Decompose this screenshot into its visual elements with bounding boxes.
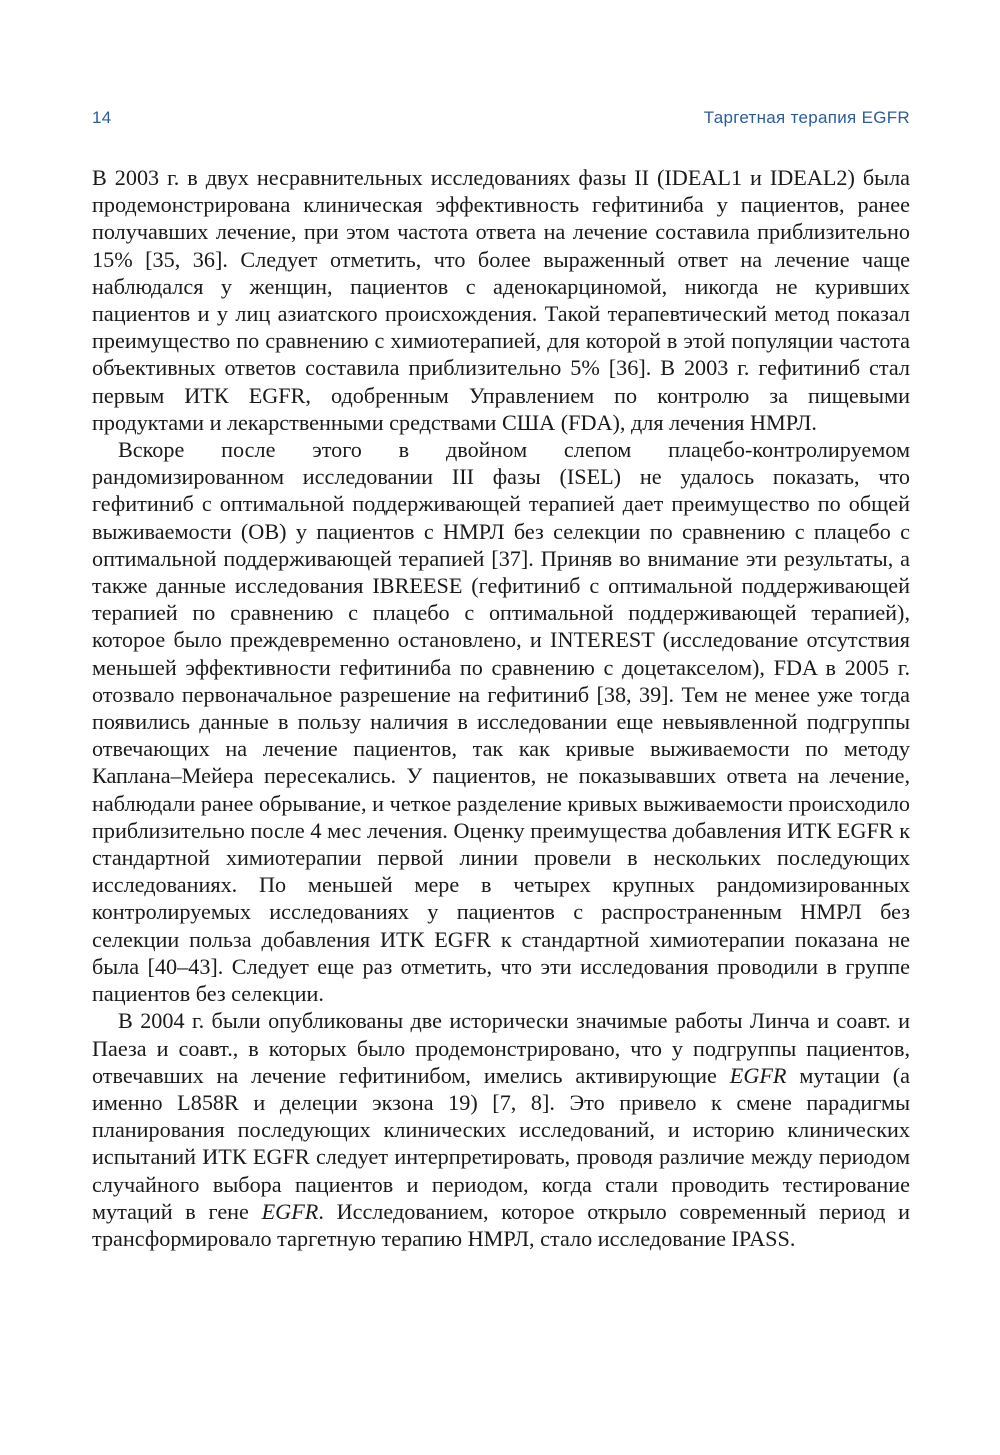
gene-name-italic: EGFR (261, 1198, 319, 1224)
running-head-title: Таргетная терапия EGFR (703, 108, 910, 127)
paragraph-1: В 2003 г. в двух несравнительных исследованиях фазы II (IDEAL1 и IDEAL2) была продемонстрирована клиническая эффективность гефитиниба у пациентов, ранее получавших лечение, при этом частота ответа на лечение составила приблизительно 15% [35, 36]. Следует отметить, что более выраженный ответ на лечение чаще наблюдался у женщин, пациентов с аденокарциномой, никогда не куривших пациентов и у лиц азиатского происхождения. Такой терапевтический метод показал преимущество по сравнению с химиотерапией, для которой в этой популяции частота объективных ответов составила приблизительно 5% [36]. В 2003 г. гефитиниб стал первым ИТК EGFR, одобренным Управлением по контролю за пищевыми продуктами и лекарственными средствами США (FDA), для лечения НМРЛ. (92, 165, 910, 435)
paragraph-3-text: . Исследованием, которое открыло современный период и трансформировало таргетную терапию НМРЛ, стало исследование IPASS. (92, 1198, 910, 1251)
running-head (92, 108, 910, 134)
paragraph-3-text: В 2004 г. были опубликованы две исторически значимые работы Линча и соавт. и Паеза и соавт., в которых было продемонстрировано, что у подгруппы пациентов, отвечавших на лечение гефитинибом, имелись активирующие (92, 1008, 910, 1088)
body-text (92, 164, 910, 1252)
page-number: 14 (92, 108, 112, 127)
paragraph-2: Вскоре после этого в двойном слепом плацебо-контролируемом рандомизированном исследовании III фазы (ISEL) не удалось показать, что гефитиниб с оптимальной поддерживающей терапией дает преимущество по общей выживаемости (ОВ) у пациентов с НМРЛ без селекции по сравнению с плацебо с оптимальной поддерживающей терапией [37]. Приняв во внимание эти результаты, а также данные исследования IBREESE (гефитиниб с оптимальной поддерживающей терапией по сравнению с плацебо с оптимальной поддерживающей терапией), которое было преждевременно остановлено, и INTEREST (исследование отсутствия меньшей эффективности гефитиниба по сравнению с доцетакселом), FDA в 2005 г. отозвало первоначальное разрешение на гефитиниб [38, 39]. Тем не менее уже тогда появились данные в пользу наличия в исследовании еще невыявленной подгруппы отвечающих на лечение пациентов, так как кривые выживаемости по методу Каплана–Мейера пересекались. У пациентов, не показывавших ответа на лечение, наблюдали ранее обрывание, и четкое разделение кривых выживаемости происходило приблизительно после 4 мес лечения. Оценку преимущества добавления ИТК EGFR к стандартной химиотерапии первой линии провели в нескольких последующих исследованиях. По меньшей мере в четырех крупных рандомизированных контролируемых исследованиях у пациентов с распространенным НМРЛ без селекции польза добавления ИТК EGFR к стандартной химиотерапии показана не была [40–43]. Следует еще раз отметить, что эти исследования проводили в группе пациентов без селекции. (92, 437, 910, 1007)
gene-name-italic: EGFR (729, 1062, 787, 1088)
paragraph-3 (92, 1007, 910, 1252)
paragraph-3-text: мутации (а именно L858R и делеции экзона 19) [7, 8]. Это привело к смене парадигмы планирования последующих клинических исследований, и историю клинических испытаний ИТК EGFR следует интерпретировать, проводя различие между периодом случайного выбора пациентов и периодом, когда стали проводить тестирование мутаций в гене (92, 1062, 910, 1224)
